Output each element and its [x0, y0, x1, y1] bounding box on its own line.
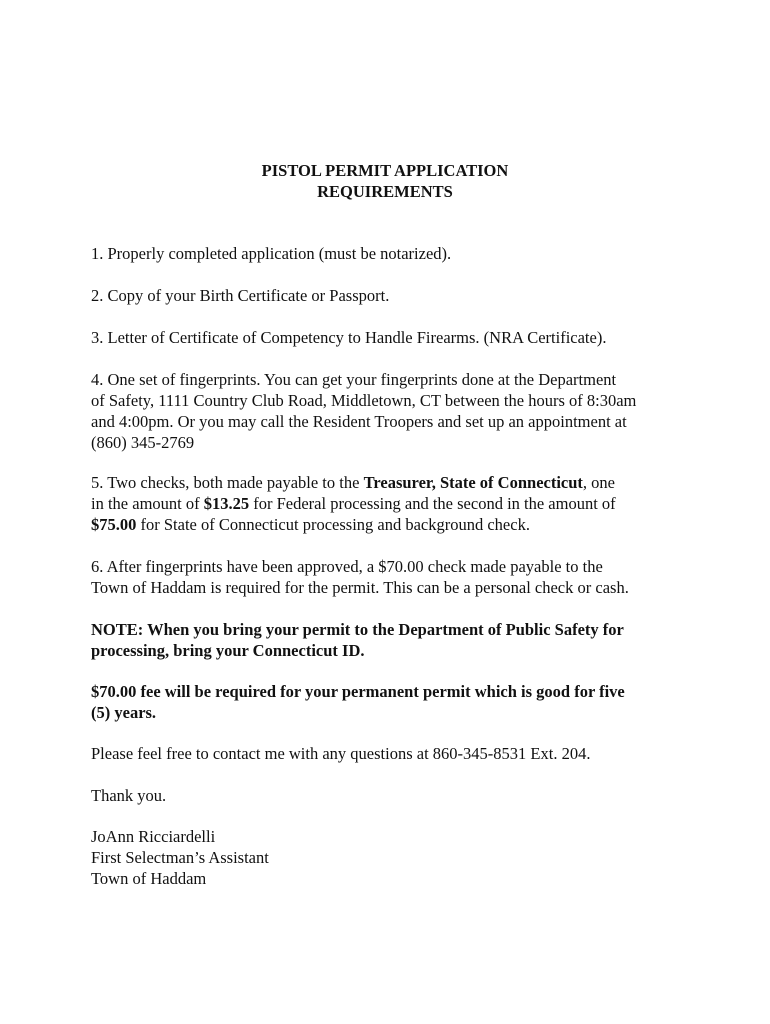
requirement-4-line-2: of Safety, 1111 Country Club Road, Middletown, CT between the hours of 8:30am [91, 391, 637, 410]
note-line-2: processing, bring your Connecticut ID. [91, 641, 365, 660]
requirement-5-line-1: 5. Two checks, both made payable to the Treasurer, State of Connecticut, one [91, 473, 615, 492]
requirement-4-line-3: and 4:00pm. Or you may call the Resident Troopers and set up an appointment at [91, 412, 627, 431]
requirement-3: 3. Letter of Certificate of Competency to Handle Firearms. (NRA Certificate). [91, 328, 607, 347]
requirement-5 [91, 472, 681, 535]
fee-line-1: $70.00 fee will be required for your permanent permit which is good for five [91, 682, 625, 701]
title-line-2: REQUIREMENTS [317, 182, 453, 201]
payee-name: Treasurer, State of Connecticut [363, 473, 583, 492]
note-paragraph [91, 619, 681, 661]
signature-name: JoAnn Ricciardelli [91, 827, 216, 846]
note-line-1: NOTE: When you bring your permit to the Department of Public Safety for [91, 620, 624, 639]
fee-paragraph [91, 681, 681, 723]
contact-paragraph: Please feel free to contact me with any questions at 860-345-8531 Ext. 204. [91, 744, 591, 763]
requirement-4 [91, 369, 681, 453]
requirement-4-line-4: (860) 345-2769 [91, 433, 195, 452]
requirement-5-line-3: $75.00 for State of Connecticut processing and background check. [91, 515, 530, 534]
title-line-1: PISTOL PERMIT APPLICATION [261, 161, 509, 180]
requirement-4-line-1: 4. One set of fingerprints. You can get your fingerprints done at the Department [91, 370, 617, 389]
requirement-5-line-2: in the amount of $13.25 for Federal processing and the second in the amount of [91, 494, 616, 513]
signature-block [91, 826, 681, 889]
requirement-2: 2. Copy of your Birth Certificate or Passport. [91, 286, 390, 305]
requirement-6 [91, 556, 681, 598]
requirement-6-line-2: Town of Haddam is required for the permit. This can be a personal check or cash. [91, 578, 629, 597]
document-title [0, 160, 770, 202]
signature-role: First Selectman’s Assistant [91, 848, 269, 867]
thanks-paragraph: Thank you. [91, 786, 167, 805]
state-fee-amount: $75.00 [91, 515, 137, 534]
federal-fee-amount: $13.25 [203, 494, 250, 513]
signature-org: Town of Haddam [91, 869, 207, 888]
fee-line-2: (5) years. [91, 703, 157, 722]
requirement-1: 1. Properly completed application (must be notarized). [91, 244, 452, 263]
requirement-6-line-1: 6. After fingerprints have been approved, a $70.00 check made payable to the [91, 557, 603, 576]
